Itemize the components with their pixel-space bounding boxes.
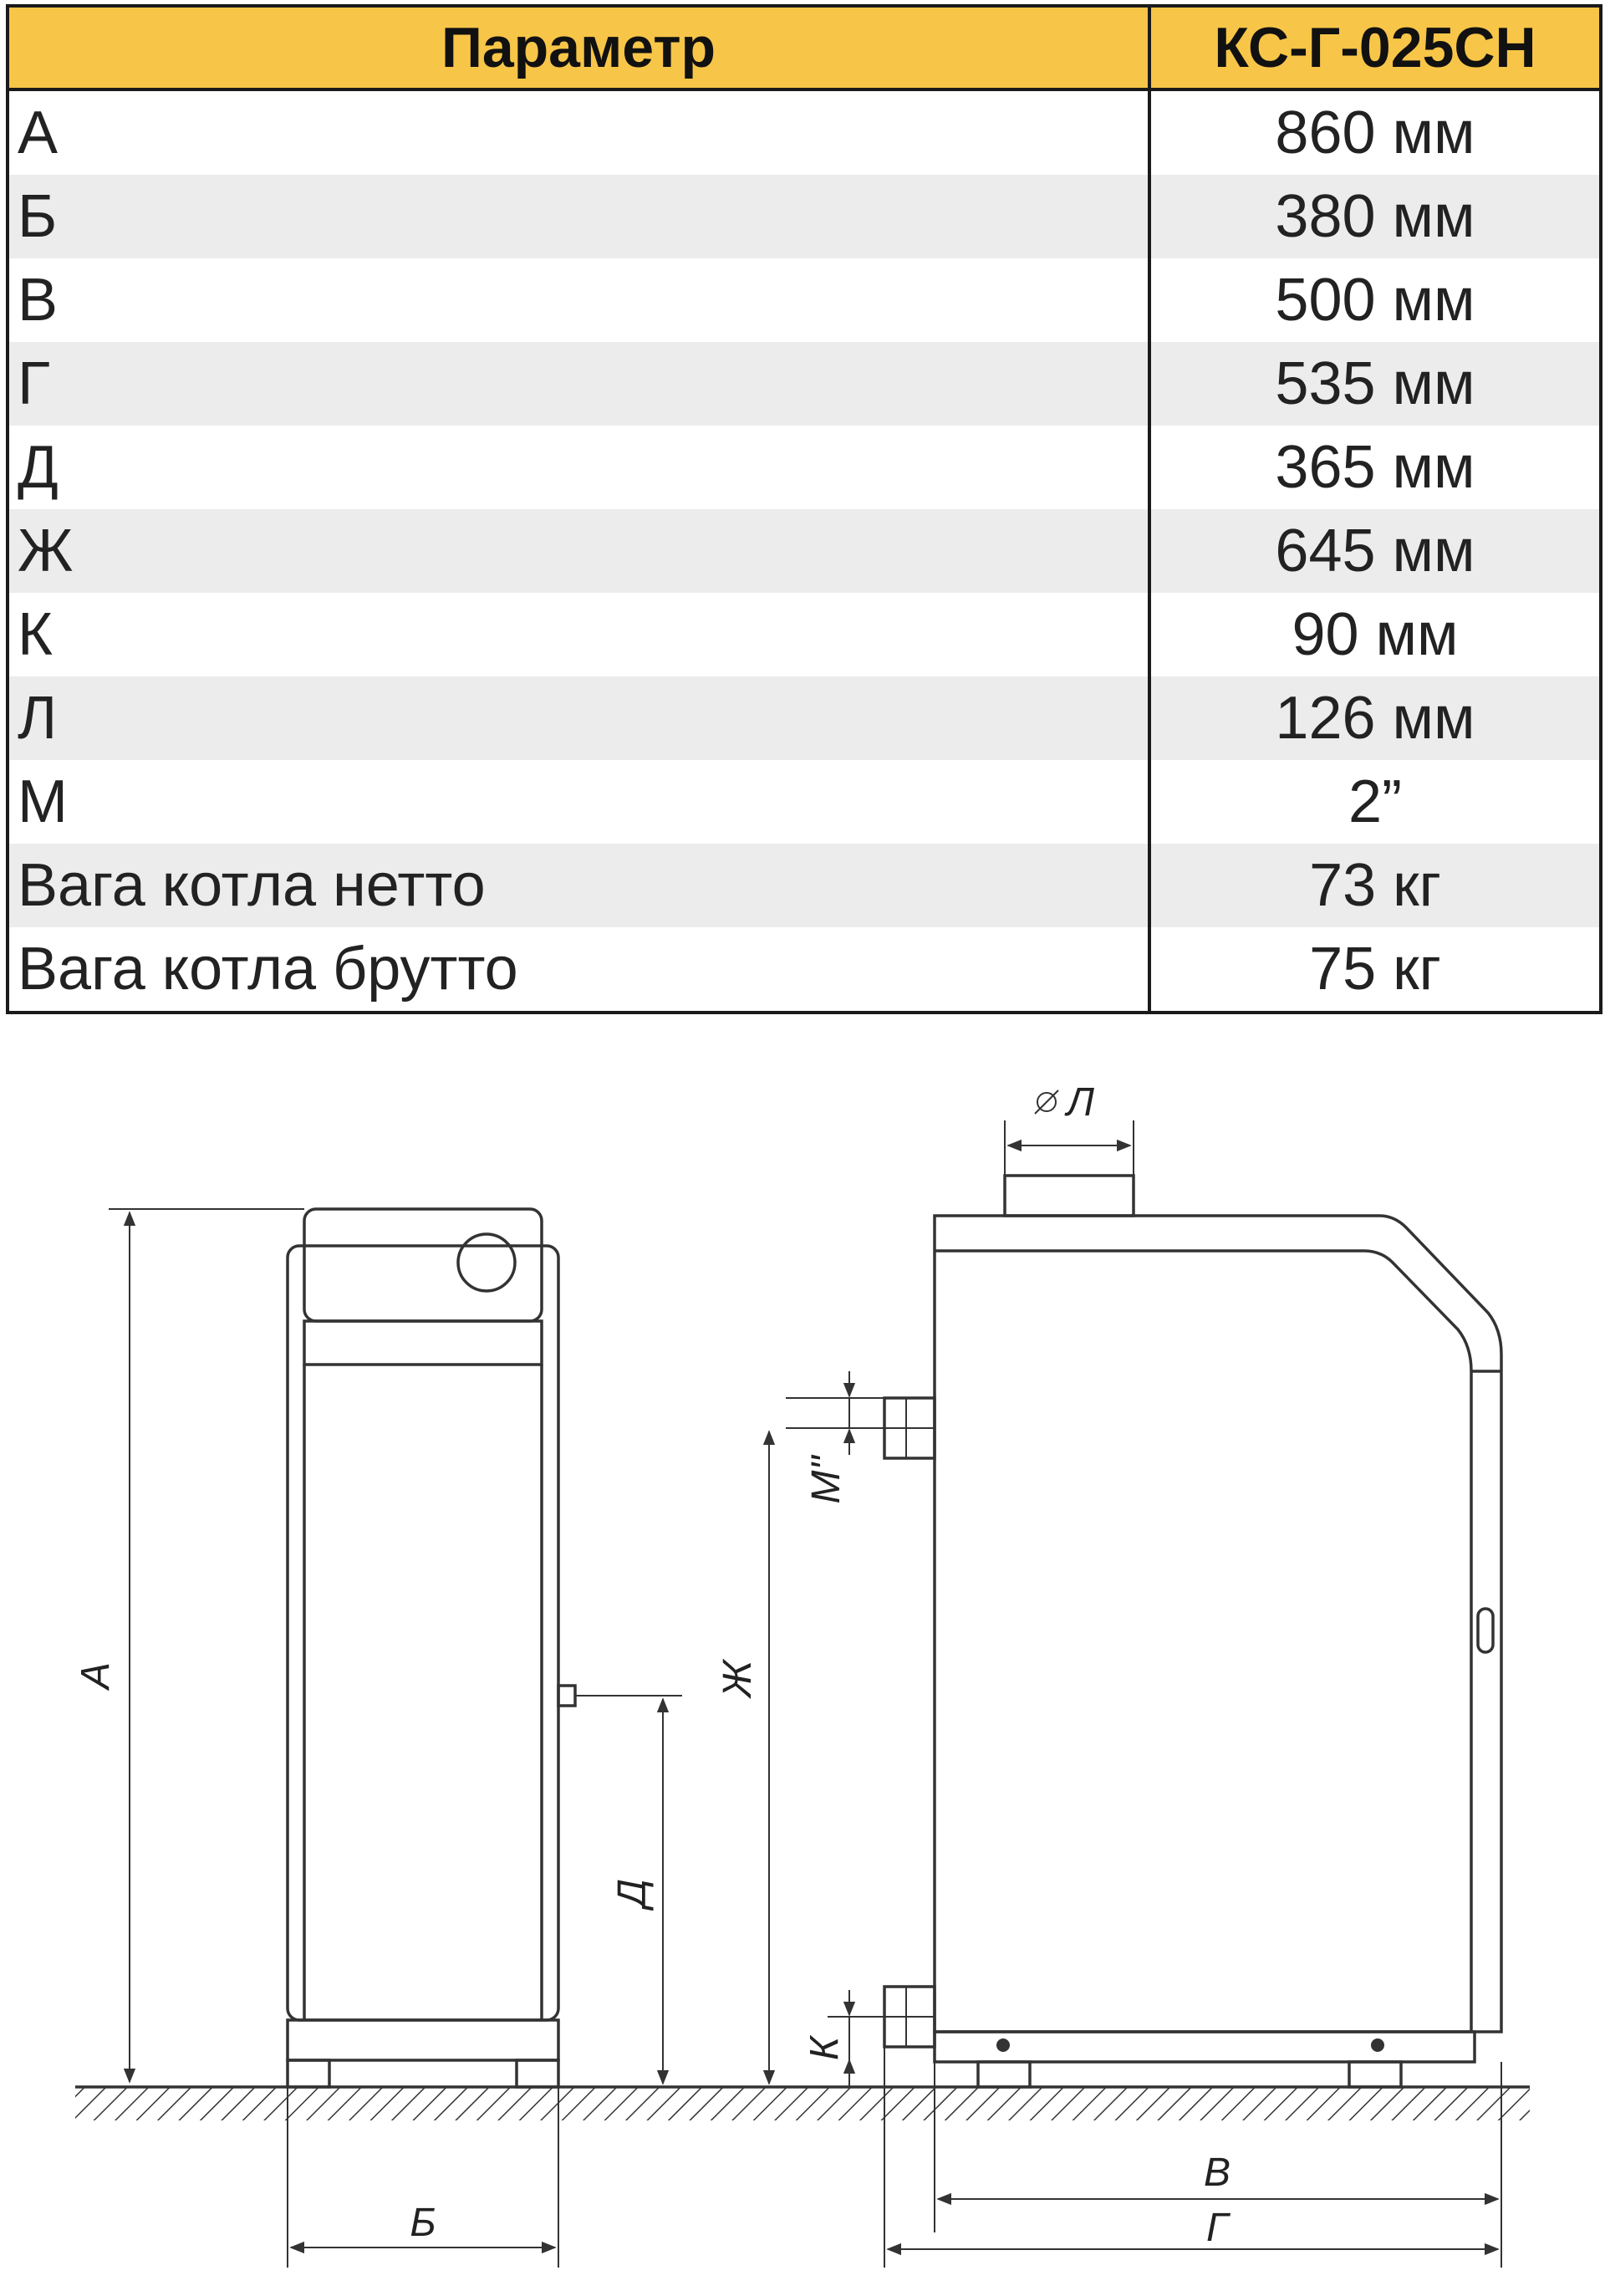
table-row — [8, 593, 1601, 676]
pipe-stub-icon — [558, 1686, 575, 1706]
param-cell: Вага котла брутто — [18, 936, 518, 1003]
spec-table — [6, 4, 1602, 1014]
table-header-row — [8, 6, 1601, 89]
table-row — [8, 89, 1601, 175]
table-row — [8, 509, 1601, 593]
dimension-zh — [716, 1431, 769, 2084]
table-row — [8, 258, 1601, 342]
flue-pipe — [1005, 1176, 1134, 1216]
flue-outlet-icon — [458, 1234, 515, 1291]
value-cell: 126 мм — [1149, 676, 1601, 760]
label-m: М" — [804, 1456, 848, 1504]
dimension-d — [575, 1696, 682, 2084]
dimension-g — [884, 2047, 1498, 2268]
label-a: А — [74, 1661, 118, 1690]
table-row — [8, 760, 1601, 844]
param-cell: А — [18, 99, 59, 166]
value-cell: 860 мм — [1149, 89, 1601, 175]
table-row — [8, 426, 1601, 509]
boiler-front-view — [288, 1209, 575, 2087]
door-handle-icon — [1478, 1609, 1493, 1652]
value-cell: 380 мм — [1149, 175, 1601, 258]
header-model: КС-Г-025СН — [1149, 6, 1601, 89]
boiler-side-view — [884, 1176, 1501, 2087]
dimension-m — [786, 1371, 884, 1504]
value-cell: 645 мм — [1149, 509, 1601, 593]
param-cell: В — [18, 267, 59, 334]
value-cell: 73 кг — [1149, 844, 1601, 927]
value-cell: 365 мм — [1149, 426, 1601, 509]
diameter-icon — [1035, 1090, 1058, 1114]
label-b: Б — [410, 2201, 436, 2245]
table-row — [8, 927, 1601, 1013]
lower-pipe-k-icon — [884, 1987, 935, 2047]
label-l: Л — [1067, 1080, 1094, 1125]
table-row — [8, 844, 1601, 927]
label-d: Д — [610, 1879, 655, 1907]
label-zh: Ж — [716, 1660, 760, 1698]
label-k: К — [802, 2036, 847, 2061]
table-row — [8, 676, 1601, 760]
param-cell: Г — [8, 342, 1149, 426]
header-param: Параметр — [8, 6, 1149, 89]
param-cell: Ж — [8, 509, 1149, 593]
upper-pipe-m-icon — [884, 1398, 935, 1458]
table-row — [8, 342, 1601, 426]
dimension-a — [74, 1209, 304, 2087]
param-cell: Д — [18, 434, 59, 501]
value-cell: 90 мм — [1149, 593, 1601, 676]
dimension-l — [1005, 1080, 1134, 1176]
label-g: Г — [1205, 2206, 1229, 2250]
value-cell: 75 кг — [1149, 927, 1601, 1013]
dimension-k — [802, 1990, 884, 2087]
floor-hatch — [75, 2087, 1530, 2120]
param-cell: К — [18, 601, 53, 668]
value-cell: 2” — [1149, 760, 1601, 844]
param-cell: Вага котла нетто — [8, 844, 1149, 927]
table-row — [8, 175, 1601, 258]
boiler-dimension-drawing — [0, 1037, 1605, 2296]
value-cell: 535 мм — [1149, 342, 1601, 426]
param-cell: Л — [8, 676, 1149, 760]
value-cell: 500 мм — [1149, 258, 1601, 342]
param-cell: Б — [8, 175, 1149, 258]
param-cell: М — [18, 768, 68, 835]
label-v: В — [1203, 2151, 1231, 2195]
